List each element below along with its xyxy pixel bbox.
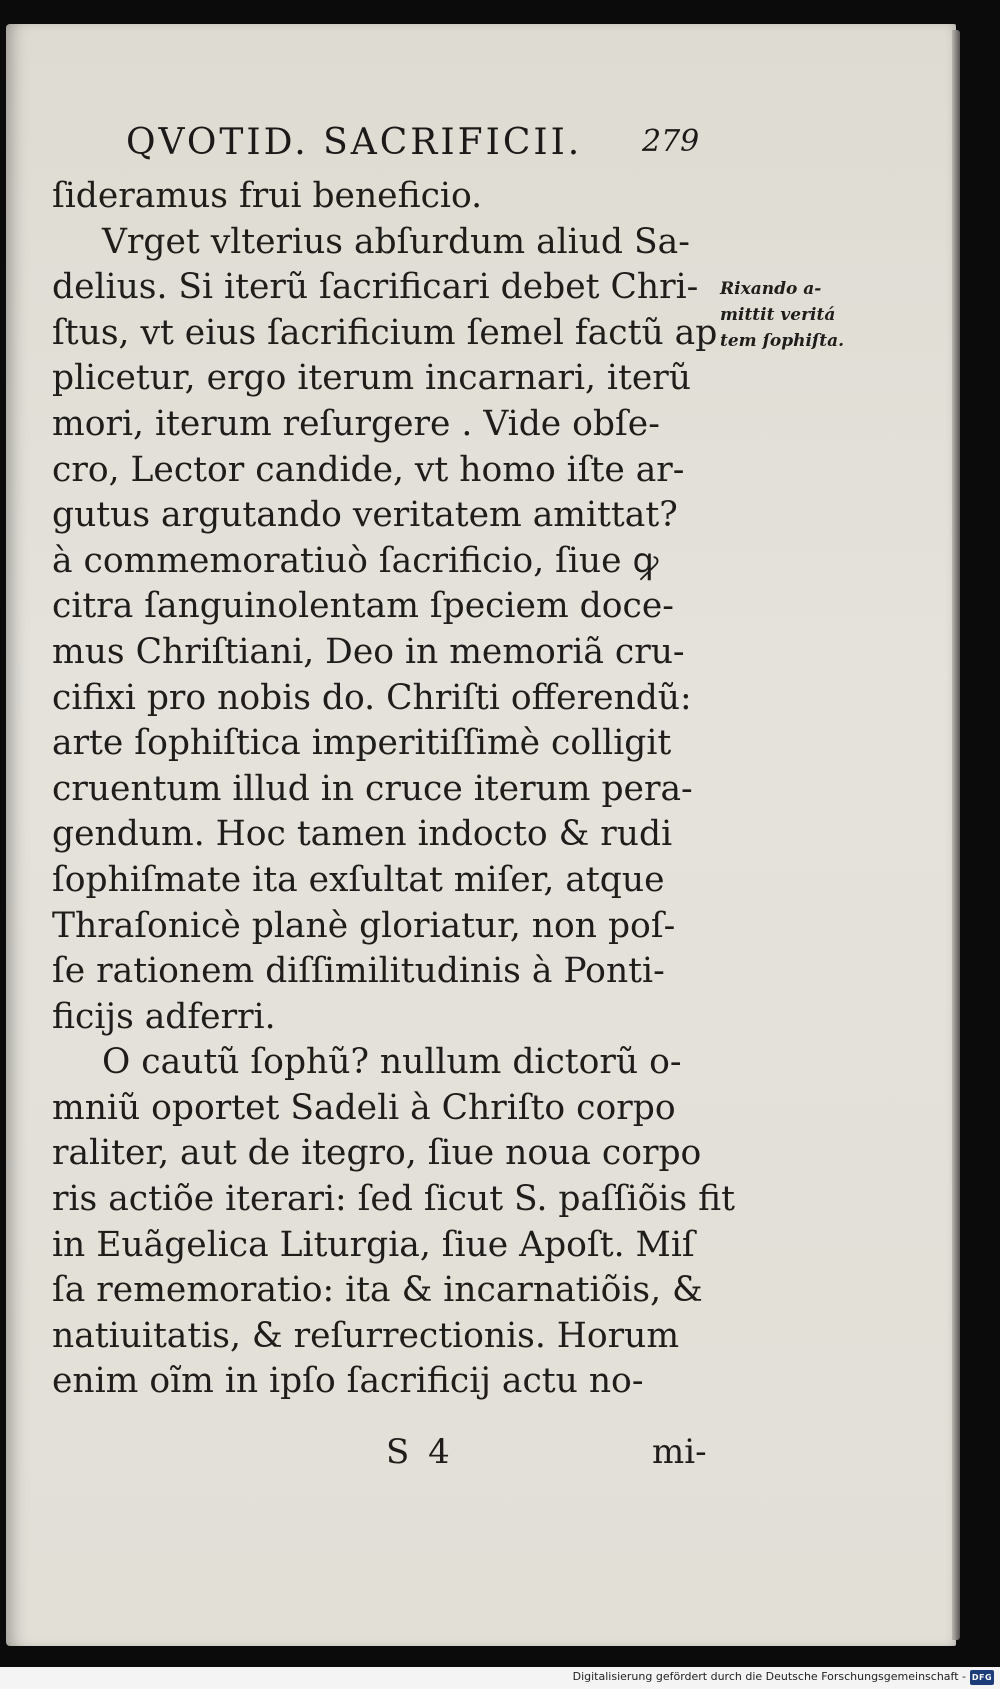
marginal-note — [720, 276, 870, 354]
dfg-logo-icon: DFG — [970, 1670, 994, 1685]
text-line: raliter, aut de itegro, ſiue noua corpo — [52, 1133, 702, 1174]
text-line: ſe rationem diſſimilitudinis à Ponti- — [52, 951, 665, 992]
text-line: Thraſonicè planè gloriatur, non poſ- — [52, 905, 676, 946]
marginal-note-line: tem ſophiſta. — [720, 331, 845, 351]
digitization-footer — [0, 1667, 1000, 1689]
book-page — [6, 24, 956, 1646]
text-line: mniũ oportet Sadeli à Chriſto corpo — [52, 1087, 676, 1128]
text-line: ris actiõe iterari: ſed ſicut S. paſſiõis fit — [52, 1179, 735, 1220]
text-line: gutus argutando veritatem amittat? — [52, 495, 678, 536]
text-line: à commemoratiuò ſacrificio, ſiue ꝙ — [52, 540, 659, 581]
text-line: arte ſophiſtica imperitiſſimè colligit — [52, 723, 672, 764]
text-line: gendum. Hoc tamen indocto & rudi — [52, 814, 673, 855]
marginal-note-line: Rixando a- — [720, 279, 822, 299]
marginal-note-line: mittit veritá — [720, 305, 836, 325]
text-line: ſa rememoratio: ita & incarnatiõis, & — [52, 1270, 703, 1311]
catchword: mi- — [652, 1432, 707, 1472]
text-line: citra ſanguinolentam ſpeciem doce- — [52, 586, 674, 627]
text-line: ſtus, vt eius ſacrificium ſemel factũ ap — [52, 312, 718, 353]
text-line: cruentum illud in cruce iterum pera- — [52, 768, 693, 809]
text-line: enim oĩm in ipſo ſacrificij actu no- — [52, 1361, 644, 1402]
text-line: cro, Lector candide, vt homo iſte ar- — [52, 449, 685, 490]
text-line: delius. Si iterũ ſacrificari debet Chri- — [52, 267, 699, 308]
signature-mark: S 4 — [386, 1432, 454, 1472]
page-edge-shadow — [952, 30, 960, 1640]
text-line: mus Chriſtiani, Deo in memoriã cru- — [52, 631, 685, 672]
text-line: ſideramus frui beneficio. — [52, 176, 483, 216]
text-line: ficijs adferri. — [52, 996, 276, 1037]
body-text — [52, 174, 735, 1405]
text-line: natiuitatis, & reſurrectionis. Horum — [52, 1315, 680, 1356]
page-number: 279 — [642, 124, 700, 159]
text-line: ſophiſmate ita exſultat miſer, atque — [52, 859, 665, 900]
text-line: cifixi pro nobis do. Chriſti offerendũ: — [52, 677, 692, 718]
digitization-notice: Digitalisierung gefördert durch die Deutsche Forschungsgemeinschaft - — [572, 1670, 966, 1683]
text-line: O cautũ ſophũ? nullum dictorũ o- — [102, 1042, 682, 1083]
text-line: plicetur, ergo iterum incarnari, iterũ — [52, 358, 691, 399]
running-head: QVOTID. SACRIFICII. — [126, 122, 583, 163]
text-line: in Euãgelica Liturgia, ſiue Apoſt. Miſ — [52, 1224, 695, 1265]
text-line: Vrget vlterius abſurdum aliud Sa- — [102, 221, 690, 262]
text-line: mori, iterum reſurgere . Vide obſe- — [52, 403, 660, 444]
